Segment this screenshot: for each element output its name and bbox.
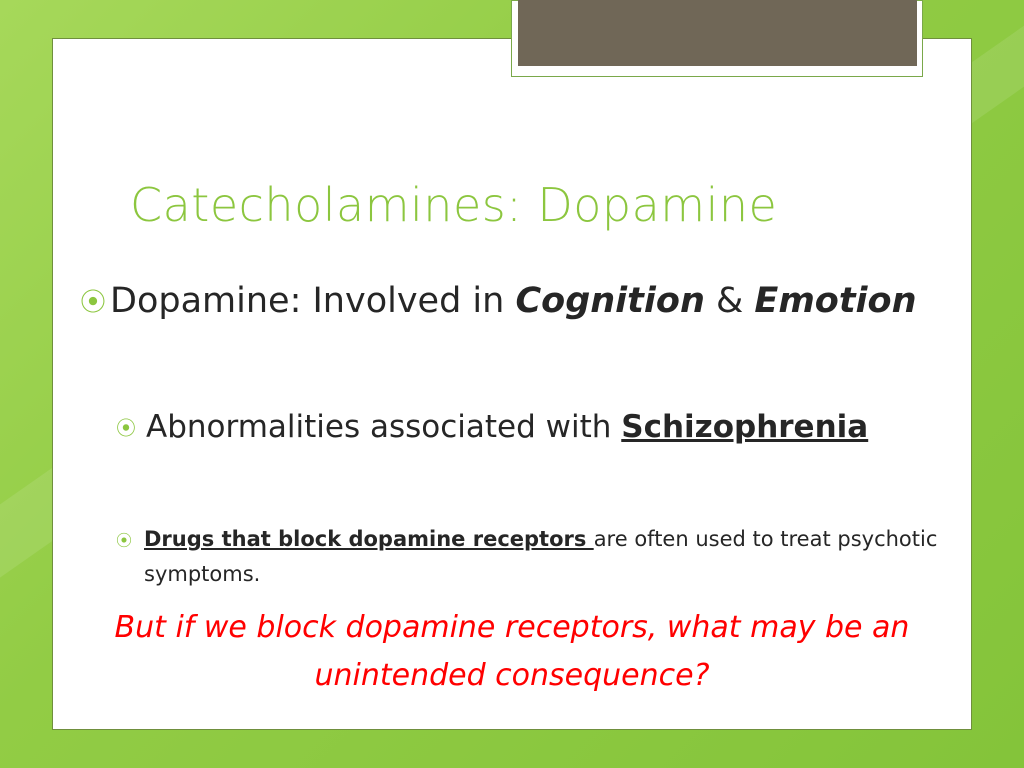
title-tab-decoration xyxy=(518,0,917,66)
emphasis-drugs-block-receptors: Drugs that block dopamine receptors xyxy=(144,527,594,551)
bullet-level-1-prefix: Dopamine: Involved in xyxy=(110,281,516,321)
bullet-level-3 xyxy=(116,522,946,592)
callout-question: But if we block dopamine receptors, what may be an unintended consequence? xyxy=(114,610,910,693)
bullet-level-1-text xyxy=(110,276,917,326)
emphasis-schizophrenia: Schizophrenia xyxy=(621,409,869,445)
ring-bullet-icon: ⦿ xyxy=(116,416,136,440)
bullet-level-2-prefix: Abnormalities associated with xyxy=(146,409,622,445)
emphasis-emotion: Emotion xyxy=(754,281,917,321)
bullet-level-2 xyxy=(116,404,936,450)
bullet-level-3-text xyxy=(144,522,946,592)
emphasis-cognition: Cognition xyxy=(515,281,705,321)
bullet-level-1 xyxy=(80,276,940,326)
bullet-level-2-text xyxy=(146,404,868,450)
slide-title: Catecholamines: Dopamine xyxy=(130,178,778,232)
bullet-level-3-suffix: are often used to treat psychotic symptoms. xyxy=(144,527,938,586)
bullet-level-1-joiner: & xyxy=(704,281,755,321)
ring-bullet-icon: ⦿ xyxy=(80,288,107,318)
ring-bullet-icon: ⦿ xyxy=(116,531,133,550)
